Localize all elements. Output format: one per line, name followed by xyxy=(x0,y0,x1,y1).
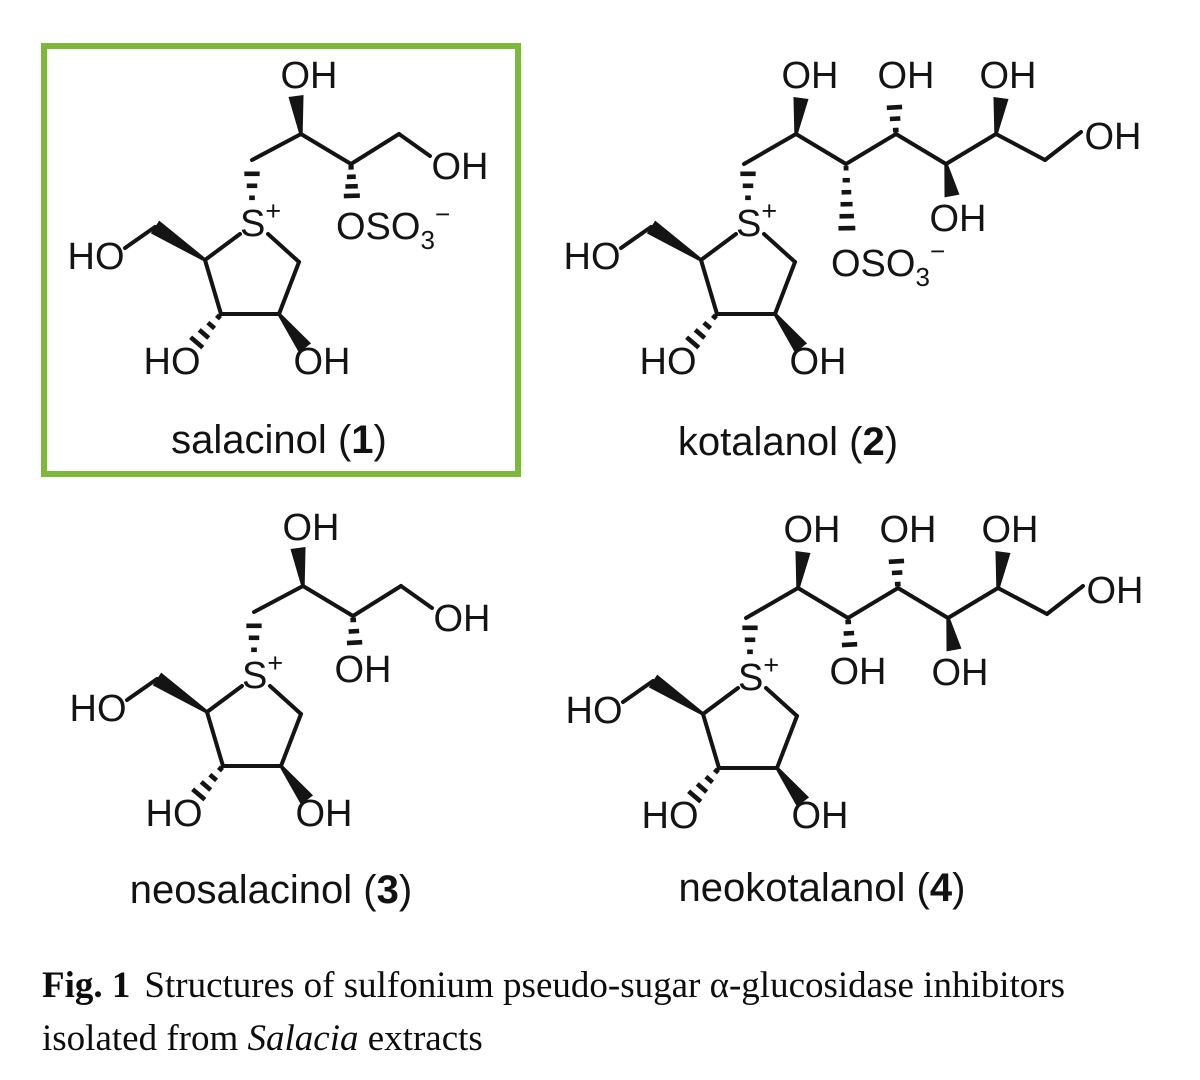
sulfate-oso: OSO xyxy=(336,206,421,248)
bond-hash xyxy=(842,644,857,645)
atom-label-oh: OH xyxy=(879,509,937,551)
bond-line xyxy=(279,262,299,314)
structure-salacinol xyxy=(68,55,489,383)
bond-line xyxy=(207,712,223,766)
compound-number: 1 xyxy=(351,418,374,462)
bond-line xyxy=(746,588,798,618)
atom-label-sulfate xyxy=(831,236,945,292)
bond-line xyxy=(777,716,797,768)
bond-line xyxy=(399,134,430,156)
atom-label-oh: OH xyxy=(1084,116,1142,158)
bond-hash xyxy=(844,633,854,634)
bond-line xyxy=(353,586,401,616)
compound-number-group: (1) xyxy=(337,418,387,462)
caption-text: extracts xyxy=(367,1017,483,1059)
bond-line xyxy=(796,134,846,164)
structure-name: kotalanol xyxy=(677,420,839,464)
structure-name: salacinol xyxy=(171,418,327,462)
bond-line xyxy=(351,134,399,164)
atom-label-oh: OH xyxy=(877,55,935,97)
bond-line xyxy=(401,586,432,608)
sulfate-subscript: 3 xyxy=(915,262,930,292)
atom-label-sulfate xyxy=(336,199,450,255)
bond-line xyxy=(254,586,303,612)
sulfonium-s: S xyxy=(736,203,762,245)
bond-hash xyxy=(210,775,217,781)
bond-line xyxy=(701,260,717,314)
bond-wedge xyxy=(793,97,808,134)
atom-label-ho: HO xyxy=(563,236,621,278)
bond-wedge xyxy=(993,97,1008,134)
bond-hash xyxy=(704,323,711,329)
caption-text: Structures of sulfonium pseudo-sugar α-glucosidase inhibitors xyxy=(144,965,1066,1006)
atom-label-oh: OH xyxy=(979,55,1037,97)
sulfonium-charge: + xyxy=(265,196,282,226)
compound-number: 3 xyxy=(376,868,399,912)
structure-neokotalanol xyxy=(566,509,1144,837)
bond-line xyxy=(775,262,795,314)
sulfate-subscript: 3 xyxy=(420,225,435,255)
sulfate-charge: − xyxy=(929,236,946,266)
structure-kotalanol xyxy=(564,55,1142,383)
bond-line xyxy=(948,588,998,618)
sulfonium-charge: + xyxy=(763,650,780,680)
structure-name: neosalacinol xyxy=(129,868,353,912)
structure-label-neosalacinol xyxy=(130,868,412,913)
atom-label-oh: OH xyxy=(791,795,849,837)
bond-line xyxy=(946,134,996,164)
bond-line xyxy=(207,686,242,712)
figure-caption xyxy=(42,960,1182,1065)
atom-label-oh: OH xyxy=(783,509,841,551)
atom-label-ho: HO xyxy=(69,688,127,730)
bond-hash xyxy=(347,642,362,643)
structure-label-neokotalanol xyxy=(679,866,966,911)
atom-label-oh: OH xyxy=(931,652,989,694)
bond-line xyxy=(303,586,353,616)
atom-label-oh: OH xyxy=(781,55,839,97)
bond-hash xyxy=(892,572,902,573)
bond-line xyxy=(125,227,155,248)
bond-hash xyxy=(349,631,359,632)
sulfonium-charge: + xyxy=(267,648,284,678)
sulfate-charge: − xyxy=(434,199,451,229)
bond-wedge xyxy=(290,547,305,586)
bond-wedge xyxy=(795,551,810,588)
bond-line xyxy=(205,260,221,314)
bond-wedge xyxy=(153,673,208,714)
bond-line xyxy=(848,588,898,618)
bond-hash xyxy=(712,315,716,318)
bond-wedge xyxy=(288,95,303,134)
bond-line xyxy=(701,234,736,260)
atom-label-oh: OH xyxy=(295,793,353,835)
bond-hash xyxy=(695,330,704,338)
sulfonium-s: S xyxy=(240,203,266,245)
atom-label-oh: OH xyxy=(1086,570,1144,612)
atom-label-oh: OH xyxy=(431,146,489,188)
atom-label-oh: OH xyxy=(929,198,987,240)
bond-line xyxy=(896,134,946,164)
sulfonium-s: S xyxy=(738,657,764,699)
caption-italic-genus: Salacia xyxy=(247,1017,359,1059)
bond-line xyxy=(764,234,795,262)
compound-number: 4 xyxy=(929,866,953,910)
atom-label-ho: HO xyxy=(639,341,697,383)
atom-label-oh: OH xyxy=(293,341,351,383)
atom-label-oh: OH xyxy=(981,509,1039,551)
bond-line xyxy=(127,679,157,700)
compound-number: 2 xyxy=(862,420,885,464)
atom-label-oh: OH xyxy=(334,649,392,691)
bond-hash xyxy=(697,784,706,792)
bond-line xyxy=(621,227,651,248)
compound-number-group: (3) xyxy=(363,868,413,912)
caption-fig-label: Fig. 1 xyxy=(42,965,131,1006)
bond-line xyxy=(1045,132,1081,160)
bond-line xyxy=(268,234,299,262)
bond-line xyxy=(998,588,1047,614)
atom-label-oh: OH xyxy=(789,341,847,383)
bond-hash xyxy=(208,323,215,329)
structure-label-salacinol xyxy=(171,418,387,463)
bond-wedge xyxy=(995,551,1010,588)
sulfonium-charge: + xyxy=(761,196,778,226)
bond-line xyxy=(744,134,796,164)
bond-line xyxy=(766,688,797,716)
bond-hash xyxy=(201,782,210,790)
caption-line-2 xyxy=(42,1013,1182,1066)
bond-line xyxy=(623,681,653,702)
bond-hash xyxy=(714,769,718,772)
atom-label-ho: HO xyxy=(67,236,125,278)
caption-line-1 xyxy=(42,960,1182,1013)
bond-wedge xyxy=(946,618,961,652)
bond-wedge xyxy=(647,221,702,262)
bond-line xyxy=(252,134,301,160)
bond-hash xyxy=(889,561,904,562)
caption-text: isolated from xyxy=(42,1017,239,1059)
sulfonium-s: S xyxy=(242,655,268,697)
structure-name: neokotalanol xyxy=(678,866,906,910)
atom-label-ho: HO xyxy=(565,690,623,732)
bond-wedge xyxy=(649,675,704,716)
atom-label-oh: OH xyxy=(280,55,338,97)
atom-label-oh: OH xyxy=(433,598,491,640)
bond-line xyxy=(205,234,240,260)
bond-line xyxy=(798,588,848,618)
bond-hash xyxy=(890,118,900,119)
compound-number-group: (2) xyxy=(849,420,899,464)
atom-label-oh: OH xyxy=(282,507,340,549)
bond-line xyxy=(996,134,1045,160)
atom-label-ho: HO xyxy=(641,795,699,837)
atom-label-oh: OH xyxy=(829,651,887,693)
bond-hash xyxy=(887,107,902,108)
bond-line xyxy=(703,714,719,768)
bond-wedge xyxy=(151,221,206,262)
bond-hash xyxy=(218,767,222,770)
structure-label-kotalanol xyxy=(678,420,898,465)
sulfate-oso: OSO xyxy=(831,243,916,285)
bond-line xyxy=(703,688,738,714)
bond-hash xyxy=(199,330,208,338)
bond-line xyxy=(846,134,896,164)
bond-wedge xyxy=(944,164,959,198)
bond-line xyxy=(301,134,351,164)
bond-line xyxy=(898,588,948,618)
bond-hash xyxy=(706,777,713,783)
structure-neosalacinol xyxy=(70,507,491,835)
bond-line xyxy=(281,714,301,766)
atom-label-ho: HO xyxy=(143,341,201,383)
bond-line xyxy=(1047,586,1083,614)
bond-line xyxy=(270,686,301,714)
atom-label-ho: HO xyxy=(145,793,203,835)
bond-hash xyxy=(216,315,220,318)
compound-number-group: (4) xyxy=(916,866,966,910)
